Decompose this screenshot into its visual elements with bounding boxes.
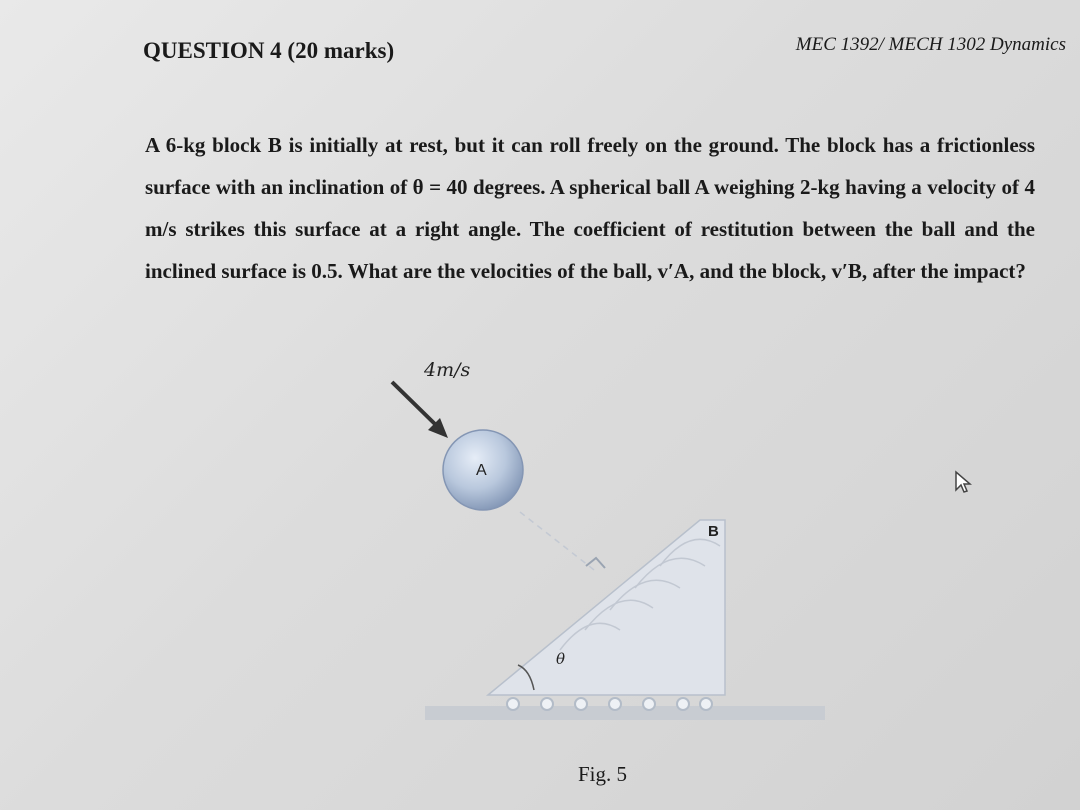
right-angle-marker [586, 558, 605, 568]
velocity-arrow [392, 382, 438, 427]
pointer-cursor-icon [954, 470, 972, 499]
velocity-label: 4m/s [424, 359, 471, 381]
ball-label: A [476, 462, 487, 479]
impact-line [520, 512, 598, 573]
block-label: B [708, 523, 719, 540]
course-code: MEC 1392/ MECH 1302 Dynamics [795, 34, 1066, 55]
angle-label: θ [556, 650, 566, 668]
ground [425, 706, 825, 720]
figure-caption: Fig. 5 [578, 762, 628, 786]
problem-text: A 6-kg block B is initially at rest, but it can roll freely on the ground. The block has a frictionless surface with an inclination of θ = 40 degrees. A spherical ball A weighing 2-kg having a velocity of 4 m/s strikes this surface at a right angle. The coefficient of restitution between the ball and the inclined surface is 0.5. What are the velocities of the ball, v′A, and the block, v′B, after the impact? [145, 133, 1035, 283]
question-title: QUESTION 4 (20 marks) [143, 38, 395, 63]
